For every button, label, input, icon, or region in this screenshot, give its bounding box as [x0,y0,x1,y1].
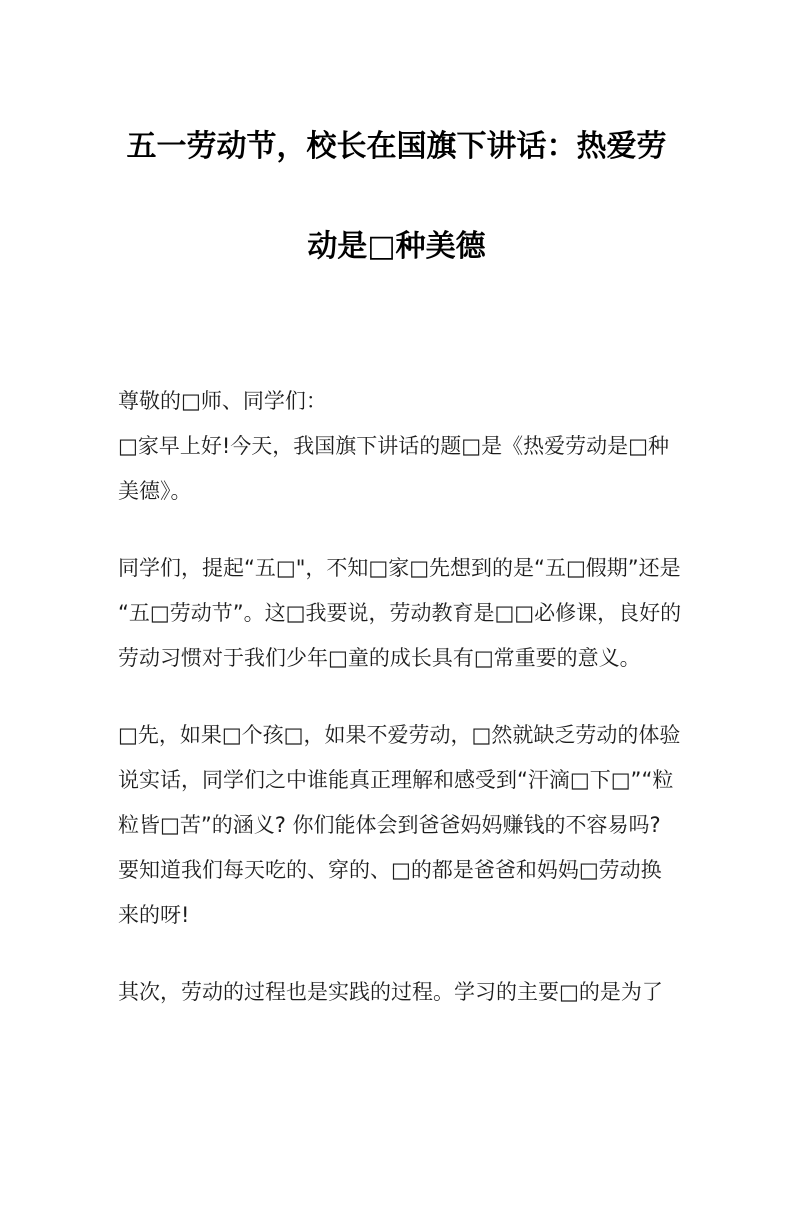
document-page [0,97,793,1219]
text-line: 粒皆□苦”的涵义? 你们能体会到爸爸妈妈赚钱的不容易吗? [118,813,661,837]
text-line: 其次，劳动的过程也是实践的过程。学习的主要□的是为了 [118,980,663,1004]
text-line: 来的呀! [118,903,190,927]
paragraph-labor-day-intro [118,546,682,681]
text-line: 说实话，同学们之中谁能真正理解和感受到“汗滴□下□”“粒 [118,768,674,792]
paragraph-second-point [118,970,676,1015]
document-canvas [0,97,793,1219]
text-line: 同学们，提起“五□"，不知□家□先想到的是“五□假期”还是 [118,556,681,580]
paragraph-greeting [118,379,676,514]
text-line: 美德》。 [118,479,192,503]
title-line-2: 动是□种美德 [307,229,486,264]
text-line: “五□劳动节”。这□我要说，劳动教育是□□必修课，良好的 [118,601,682,625]
title-line-1: 五一劳动节，校长在国旗下讲话：热爱劳 [126,129,667,164]
document-title [0,97,793,297]
text-line: □家早上好!今天，我国旗下讲话的题□是《热爱劳动是□种 [118,434,669,458]
paragraph-first-point [118,713,681,938]
text-line: 尊敬的□师、同学们： [118,389,327,413]
text-line: □先，如果□个孩□，如果不爱劳动，□然就缺乏劳动的体验 [118,723,681,747]
text-line: 要知道我们每天吃的、穿的、□的都是爸爸和妈妈□劳动换 [118,858,662,882]
text-line: 劳动习惯对于我们少年□童的成长具有□常重要的意义。 [118,646,641,670]
document-body [118,379,682,1015]
